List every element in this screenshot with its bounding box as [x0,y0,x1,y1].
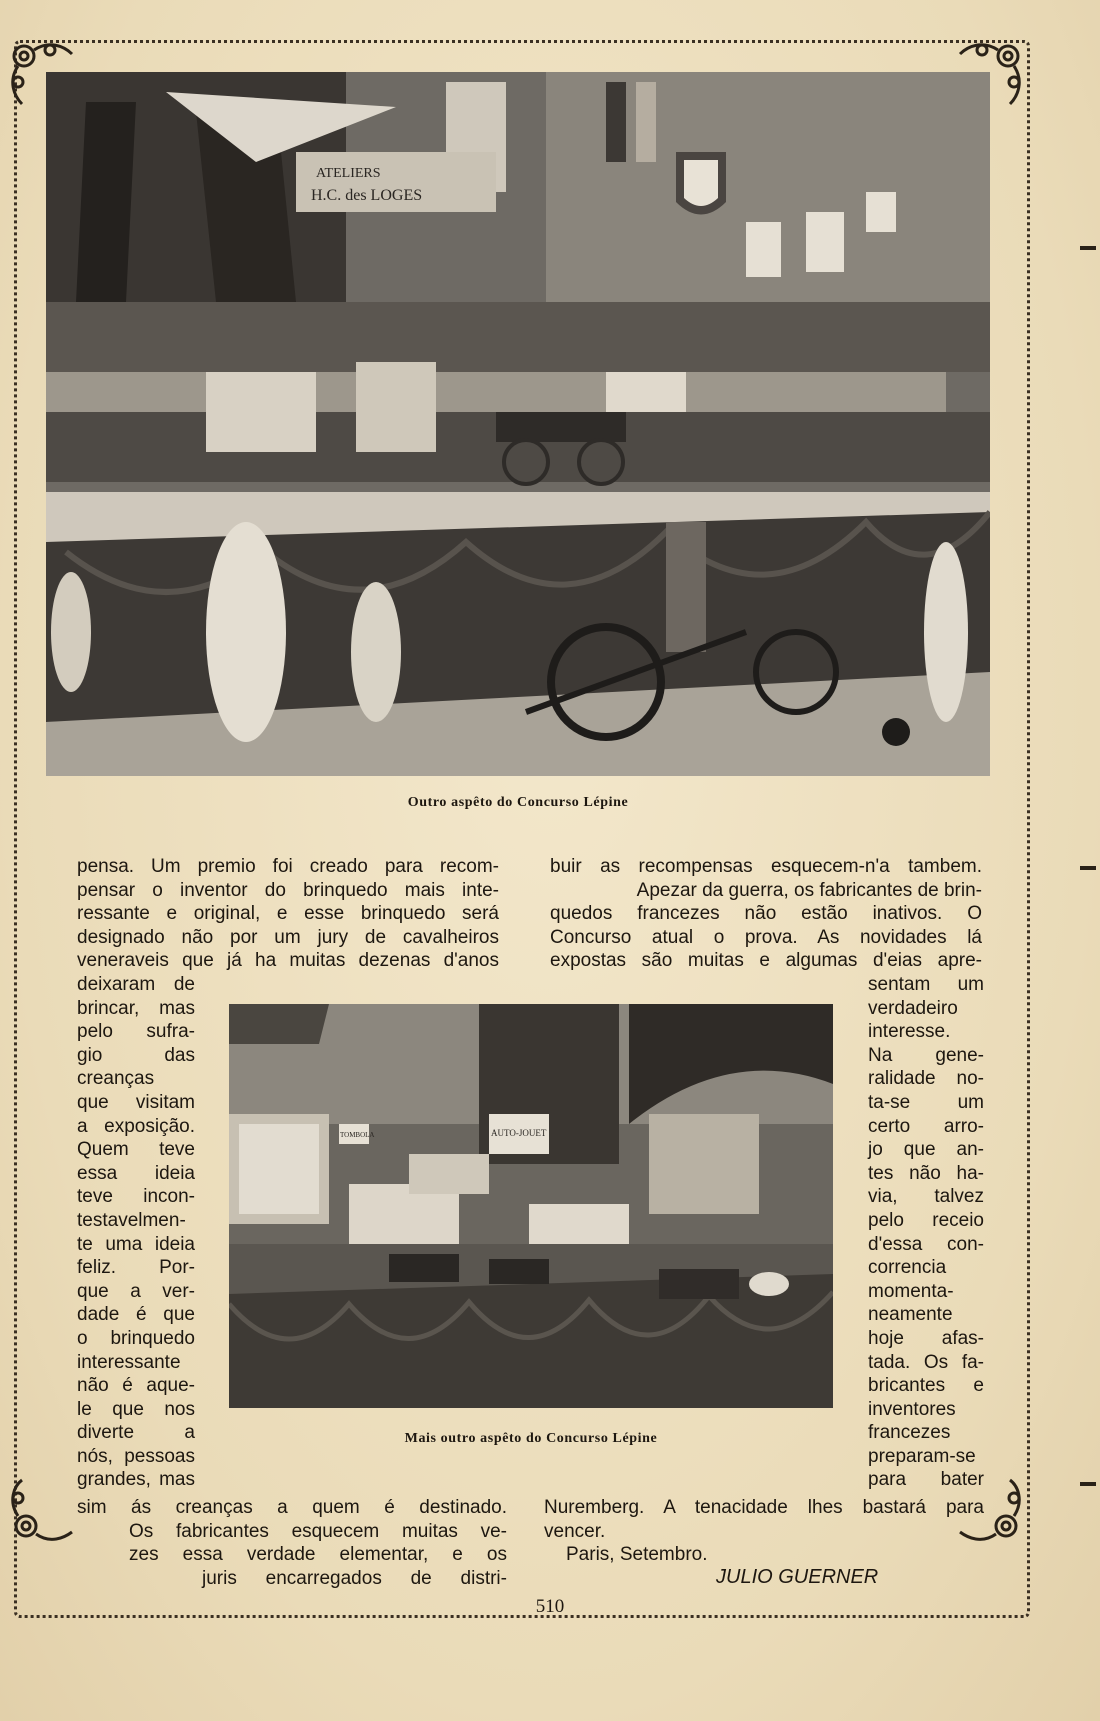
flourish-corner-bottom-left-icon [4,1476,76,1548]
left-column-top [77,855,499,973]
text-line: pelo receio [868,1209,984,1231]
photo2-sign-text: AUTO-JOUET [491,1128,547,1138]
text-line: o brinquedo [77,1327,195,1349]
text-line: grandes, mas [77,1469,195,1491]
text-line: francezes [868,1422,951,1444]
exhibition-photo-tables [229,1004,833,1408]
text-line: buir as recompensas esquecem-n'a tambem. [550,856,982,877]
right-column-bottom [544,1496,984,1567]
text-line: que a ver- [77,1280,195,1302]
text-line: momenta- [868,1280,954,1302]
photo1-sign-text-2: H.C. des LOGES [311,187,423,204]
text-line: pensar o inventor do brinquedo mais inte- [77,879,499,901]
text-line: feliz. Por- [77,1257,195,1279]
text-line: expostas são muitas e algumas d'eias apre- [550,950,982,972]
text-line: que visitam [77,1091,195,1113]
text-line: brincar, mas [77,997,195,1019]
text-line: neamente [868,1304,953,1326]
text-line: ralidade no- [868,1068,984,1090]
text-line: verdadeiro [868,997,958,1019]
text-line: Concurso atual o prova. As novidades lá [550,926,982,948]
text-line: deixaram de [77,974,195,995]
text-line: nós, pessoas [77,1445,195,1467]
text-line: sentam um [868,974,984,995]
photo1-caption: Outro aspêto do Concurso Lépine [407,795,629,810]
edge-mark [1080,866,1096,870]
text-line: teve incon- [77,1186,195,1208]
exhibition-photo-hall [46,72,990,776]
text-line: interesse. [868,1021,951,1043]
text-line: designado não por um jury de cavalheiros [77,926,499,948]
edge-mark [1080,1482,1096,1486]
text-line: certo arro- [868,1115,984,1137]
text-line: dade é que [77,1304,195,1326]
text-line: hoje afas- [868,1327,984,1349]
text-line: não é aque- [77,1375,195,1397]
text-line: para bater [868,1469,984,1491]
text-line: sim ás creanças a quem é destinado. [77,1497,507,1518]
text-line: gio das [77,1044,195,1066]
text-line: interessante [77,1351,181,1373]
text-line: vencer. [544,1520,606,1542]
text-line: Na gene- [868,1044,984,1066]
text-line: juris encarregados de distri- [202,1567,507,1589]
text-line: a exposição. [77,1115,195,1137]
text-line: pelo sufra- [77,1021,195,1043]
text-line: correncia [868,1257,947,1279]
page-number: 510 [535,1596,565,1617]
text-line: tes não ha- [868,1162,984,1184]
text-line: Os fabricantes esquecem muitas ve- [129,1520,507,1542]
text-line: via, talvez [868,1186,984,1208]
photo2-side-sign-text: TOMBOLA [340,1131,375,1139]
text-line: jo que an- [868,1139,984,1161]
text-line: te uma ideia [77,1233,195,1255]
left-column-bottom [77,1496,507,1590]
edge-mark [1080,246,1096,250]
right-column-top [550,855,982,973]
photo2-caption: Mais outro aspêto do Concurso Lépine [404,1431,658,1446]
text-line: testavelmen- [77,1209,186,1231]
text-line: Quem teve [77,1139,195,1161]
text-line: creanças [77,1068,155,1090]
text-line: preparam-se [868,1445,976,1467]
text-line: d'essa con- [868,1233,984,1255]
text-line: zes essa verdade elementar, e os [129,1544,507,1566]
text-line: essa ideia [77,1162,195,1184]
text-line: le que nos [77,1398,195,1420]
left-wrap-column [77,973,195,1492]
text-line: diverte a [77,1422,195,1444]
text-line: pensa. Um premio foi creado para recom- [77,856,499,877]
text-line: ressante e original, e esse brinquedo será [77,903,499,925]
text-line: Paris, Setembro. [566,1544,708,1566]
text-line: Nuremberg. A tenacidade lhes bastará para [544,1497,984,1518]
text-line: bricantes e [868,1375,984,1397]
text-line: quedos francezes não estão inativos. O [550,903,982,925]
text-line: inventores [868,1398,956,1420]
text-line: veneraveis que já ha muitas dezenas d'anos [77,950,499,972]
text-line: Apezar da guerra, os fabricantes de brin- [636,879,982,901]
photo1-sign-text-1: ATELIERS [316,166,381,181]
text-line: tada. Os fa- [868,1351,984,1373]
text-line: ta-se um [868,1091,984,1113]
right-wrap-column [868,973,984,1492]
author-signature: JULIO GUERNER [716,1566,879,1588]
